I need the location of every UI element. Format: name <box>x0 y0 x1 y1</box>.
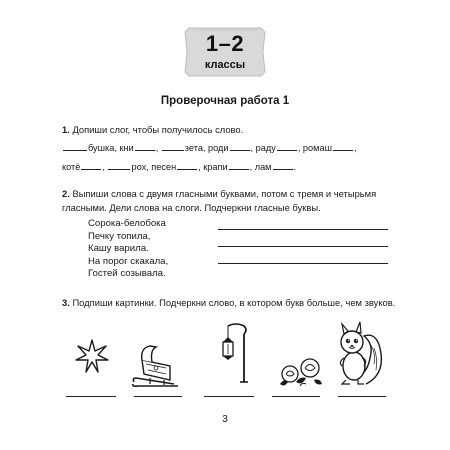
task-2-number: 2. <box>62 188 70 199</box>
poem-line: Гостей созывала. <box>88 268 166 280</box>
task-2-text: Выпиши слова с двумя гласными буквами, потом с тремя и четырьмя гласными. Дели слова на слоги. Подчеркни гласные буквы. <box>62 188 377 213</box>
task-3-instruction <box>62 296 400 310</box>
blank-slot[interactable] <box>229 160 249 170</box>
roses-icon <box>276 356 324 390</box>
page-number: 3 <box>222 414 228 425</box>
task-3-text: Подпиши картинки. Подчеркни слово, в котором букв больше, чем звуков. <box>72 297 396 308</box>
word-fragment: , <box>353 143 357 153</box>
star-icon <box>74 338 110 374</box>
word-fragment: бушка, кни <box>88 143 134 153</box>
word-fragment: , крапи <box>198 162 228 172</box>
task-3-number: 3. <box>62 297 70 308</box>
picture-answer-line[interactable] <box>66 396 116 397</box>
blank-slot[interactable] <box>277 141 297 151</box>
answer-line[interactable] <box>218 263 388 264</box>
poem-line: Кашу варила. <box>88 243 149 255</box>
word-fragment: котё <box>62 162 81 172</box>
word-fragment: , <box>155 143 161 153</box>
blank-slot[interactable] <box>177 160 197 170</box>
blank-slot[interactable] <box>273 160 293 170</box>
answer-line[interactable] <box>218 229 388 230</box>
poem-line: Сорока-белобока <box>88 218 166 229</box>
task-1-row-2 <box>62 160 296 172</box>
task-1-instruction <box>62 123 402 137</box>
picture-answer-line[interactable] <box>338 396 386 397</box>
sled-icon <box>130 340 182 388</box>
poem-line: На порог скакала, <box>88 255 169 267</box>
word-fragment: , лам <box>249 162 272 172</box>
lantern-icon <box>220 322 254 384</box>
picture-answer-line[interactable] <box>272 396 320 397</box>
grade-range: 1–2 <box>205 31 245 56</box>
task-2-instruction <box>62 187 400 215</box>
word-fragment: , <box>102 162 108 172</box>
squirrel-icon <box>330 318 386 388</box>
task-1-row-1 <box>62 141 357 153</box>
word-fragment: зета, роди <box>184 143 229 153</box>
grade-label: классы <box>204 59 246 71</box>
task-1-number: 1. <box>62 124 70 135</box>
task-1-text: Допиши слог, чтобы получилось слово. <box>72 124 244 135</box>
blank-slot[interactable] <box>81 160 101 170</box>
blank-slot[interactable] <box>108 160 130 170</box>
page-title: Проверочная работа 1 <box>160 95 290 107</box>
poem <box>88 218 168 281</box>
picture-answer-line[interactable] <box>204 396 254 397</box>
blank-slot[interactable] <box>162 141 184 151</box>
blank-slot[interactable] <box>135 141 155 151</box>
word-fragment: . <box>293 162 297 172</box>
word-fragment: рох, песен <box>131 162 177 172</box>
blank-slot[interactable] <box>63 141 87 151</box>
blank-slot[interactable] <box>230 141 250 151</box>
answer-line[interactable] <box>218 246 388 247</box>
word-fragment: , ромаш <box>297 143 332 153</box>
blank-slot[interactable] <box>333 141 353 151</box>
grade-badge <box>183 26 267 78</box>
picture-answer-line[interactable] <box>134 396 182 397</box>
word-fragment: , раду <box>250 143 276 153</box>
poem-line: Печку топила, <box>88 230 151 242</box>
